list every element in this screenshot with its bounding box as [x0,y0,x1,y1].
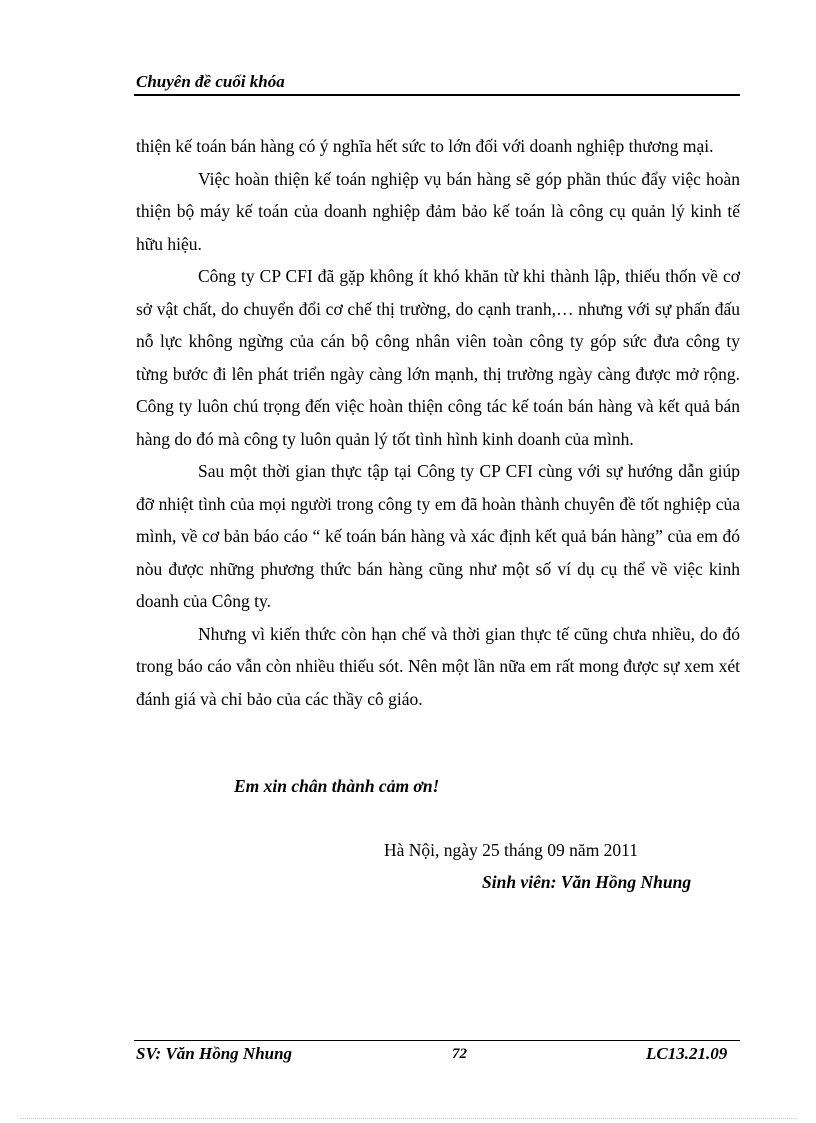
footer-divider [134,1040,740,1041]
footer-student: SV: Văn Hồng Nhung [136,1044,293,1063]
paragraph-5: Nhưng vì kiến thức còn hạn chế và thời gian thực tế cũng chưa nhiều, do đó trong báo cáo vẫn còn nhiều thiếu sót. Nên một lần nữa em rất mong được sự xem xét đánh giá và chỉ bảo của các thầy cô giáo. [136,623,740,709]
footer-class-code: LC13.21.09 [646,1044,728,1063]
paragraph-3: Công ty CP CFI đã gặp không ít khó khăn từ khi thành lập, thiếu thốn về cơ sở vật chất, do chuyển đổi cơ chế thị trường, do cạnh tranh,… nhưng với sự phấn đấu nỗ lực không ngừng của cán bộ công nhân viên toàn công ty góp sức đưa công ty từng bước đi lên phát triển ngày càng lớn mạnh, thị trường ngày càng được mở rộng. Công ty luôn chú trọng đến việc hoàn thiện công tác kế toán bán hàng và kết quả bán hàng do đó mà công ty luôn quản lý tốt tình hình kinh doanh của mình. [136,266,740,449]
signer-name: Sinh viên: Văn Hồng Nhung [482,872,692,892]
page-number: 72 [452,1046,467,1062]
header-title: Chuyên đề cuối khóa [136,72,285,91]
body-text [136,130,740,715]
thanks-line: Em xin chân thành cảm ơn! [234,776,440,796]
paragraph-4: Sau một thời gian thực tập tại Công ty CP CFI cùng với sự hướng dẫn giúp đỡ nhiệt tình của mọi người trong công ty em đã hoàn thành chuyên đề tốt nghiệp của mình, về cơ bản báo cáo “ kế toán bán hàng và xác định kết quả bán hàng” của em đó nòu được những phương thức bán hàng cũng như một số ví dụ cụ thể về việc kinh doanh của Công ty. [136,461,740,611]
page-edge [20,1118,796,1119]
header-divider [134,94,740,96]
paragraph-2: Việc hoàn thiện kế toán nghiệp vụ bán hàng sẽ góp phần thúc đẩy việc hoàn thiện bộ máy kế toán của doanh nghiệp đảm bảo kế toán là công cụ quản lý kinh tế hữu hiệu. [136,168,740,254]
place-date: Hà Nội, ngày 25 tháng 09 năm 2011 [384,840,639,860]
paragraph-1: thiện kế toán bán hàng có ý nghĩa hết sức to lớn đối với doanh nghiệp thương mại. [136,136,714,156]
